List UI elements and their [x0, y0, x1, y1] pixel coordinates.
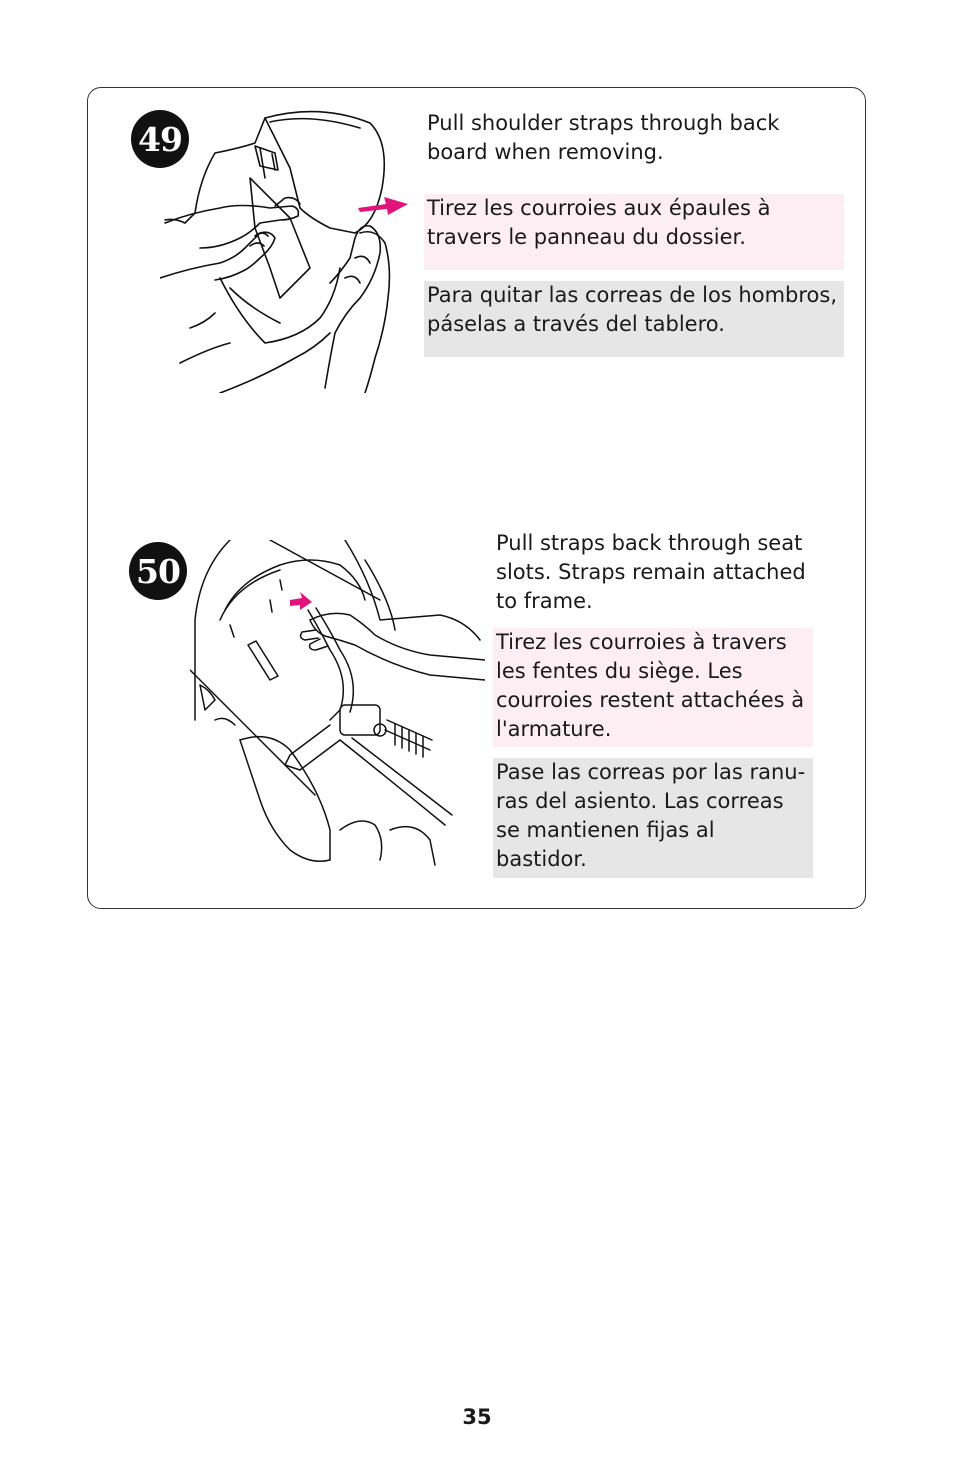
step-number: 49 — [138, 119, 182, 159]
step-49-text-spanish: Para quitar las correas de los hombros, páselas a través del tablero. — [424, 281, 844, 357]
step-50-text-french: Tirez les courroies à travers les fentes du siège. Les courroies restent attachées à l'armature. — [493, 628, 813, 747]
step-50-text-english: Pull straps back through seat slots. Straps remain attached to frame. — [496, 531, 806, 613]
page-number: 35 — [462, 1405, 492, 1429]
hand-pulling-strap-through-seat-slot-illustration — [190, 540, 485, 870]
step-49-text-english: Pull shoulder straps through back board when removing. — [427, 111, 780, 164]
step-number: 50 — [136, 551, 180, 591]
hands-pulling-straps-through-back-board-illustration — [160, 108, 410, 393]
pull-direction-arrow-icon — [358, 194, 410, 218]
step-50-text-spanish: Pase las correas por las ranu- ras del asiento. Las correas se mantienen fijas al bastidor. — [493, 758, 813, 878]
step-50-badge — [129, 542, 187, 600]
step-49-text-french: Tirez les courroies aux épaules à travers le panneau du dossier. — [424, 194, 844, 270]
